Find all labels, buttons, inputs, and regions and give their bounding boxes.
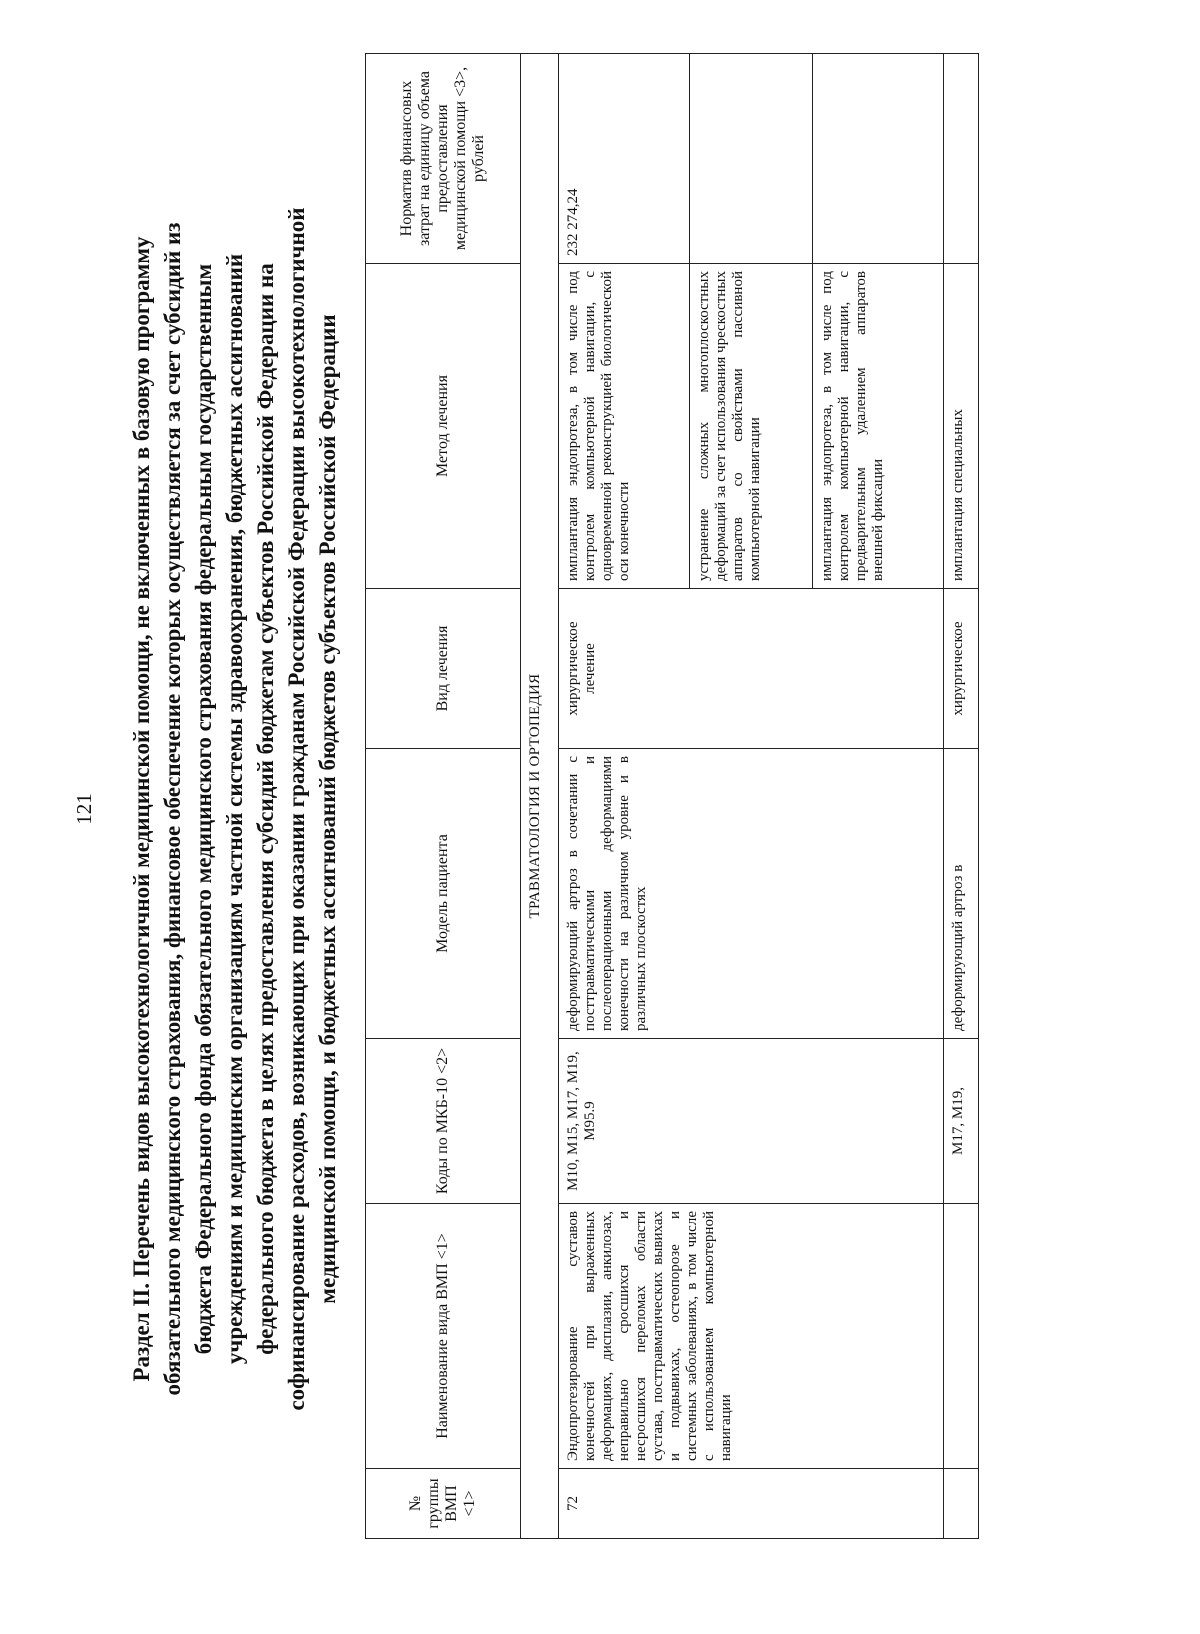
title-line: Раздел II. Перечень видов высокотехнологичной медицинской помощи, не включенных в базовую программу [129, 236, 154, 1382]
cell-type: хирургическое [944, 589, 979, 749]
cell-methods [559, 264, 944, 589]
cell-name: Эндопротезирование суставов конечностей при выраженных деформациях, дисплазии, анкилозах, неправильно сросшихся и несросшихся переломах области сустава, посттравматических вывихах и подвывихах, остеопорозе и системных заболеваниях, в том числе с использованием компьютерной навигации [559, 1204, 944, 1469]
cell-group [944, 1469, 979, 1539]
title-line: обязательного медицинского страхования, финансовое обеспечение которых осуществляется за счет субсидий из [160, 222, 185, 1396]
header-group: № группы ВМП <1> [366, 1469, 521, 1539]
table-row [944, 54, 979, 1539]
header-model: Модель пациента [366, 749, 521, 1039]
cell-model: деформирующий артроз в [944, 749, 979, 1039]
title-line: медицинской помощи, и бюджетных ассигнований бюджетов субъектов Российской Федерации [315, 314, 340, 1304]
header-name: Наименование вида ВМП <1> [366, 1204, 521, 1469]
cell-type: хирургическое лечение [559, 589, 944, 749]
title-line: бюджета Федерального фонда обязательного медицинского страхования федеральным государственным [191, 263, 216, 1355]
cell-codes: M10, M15, M17, M19, M95.9 [559, 1039, 944, 1204]
cost-empty [813, 54, 943, 263]
cell-codes: M17, M19, [944, 1039, 979, 1204]
cell-model: деформирующий артроз в сочетании с посттравматическими и послеоперационными деформациями конечности на различном уровне и в различных плоскостях [559, 749, 944, 1039]
cost-empty [690, 54, 813, 263]
cell-cost [944, 54, 979, 264]
page-number: 121 [72, 793, 96, 825]
header-codes: Коды по МКБ-10 <2> [366, 1039, 521, 1204]
title-line: федерального бюджета в целях предоставления субсидий бюджетам субъектов Российской Федерации на [253, 263, 278, 1355]
table-row [559, 54, 944, 1539]
section-row: ТРАВМАТОЛОГИЯ И ОРТОПЕДИЯ [521, 54, 559, 1539]
section-title [126, 154, 343, 1464]
method-item: устранение сложных многоплоскостных деформаций за счет использования чрескостных аппаратов со свойствами пассивной компьютерной навигации [690, 264, 813, 588]
title-line: учреждениям и медицинским организациям частной системы здравоохранения, бюджетных ассигнований [222, 253, 247, 1365]
header-cost: Норматив финансовых затрат на единицу объема предоставления медицинской помощи <3>, рублей [366, 54, 521, 264]
header-method: Метод лечения [366, 264, 521, 589]
cell-cost [559, 54, 944, 264]
cost-value: 232 274,24 [559, 54, 690, 263]
cell-group: 72 [559, 1469, 944, 1539]
cell-name [944, 1204, 979, 1469]
title-line: софинансирование расходов, возникающих при оказании гражданам Российской Федерации высокотехнологичной [284, 207, 309, 1411]
header-type: Вид лечения [366, 589, 521, 749]
method-item: имплантация эндопротеза, в том числе под контролем компьютерной навигации, с одновременной реконструкцией биологической оси конечности [559, 264, 690, 588]
vmp-table [365, 53, 979, 1539]
method-item: имплантация эндопротеза, в том числе под контролем компьютерной навигации, с предварительным удалением аппаратов внешней фиксации [819, 271, 886, 581]
cell-method: имплантация специальных [944, 264, 979, 589]
